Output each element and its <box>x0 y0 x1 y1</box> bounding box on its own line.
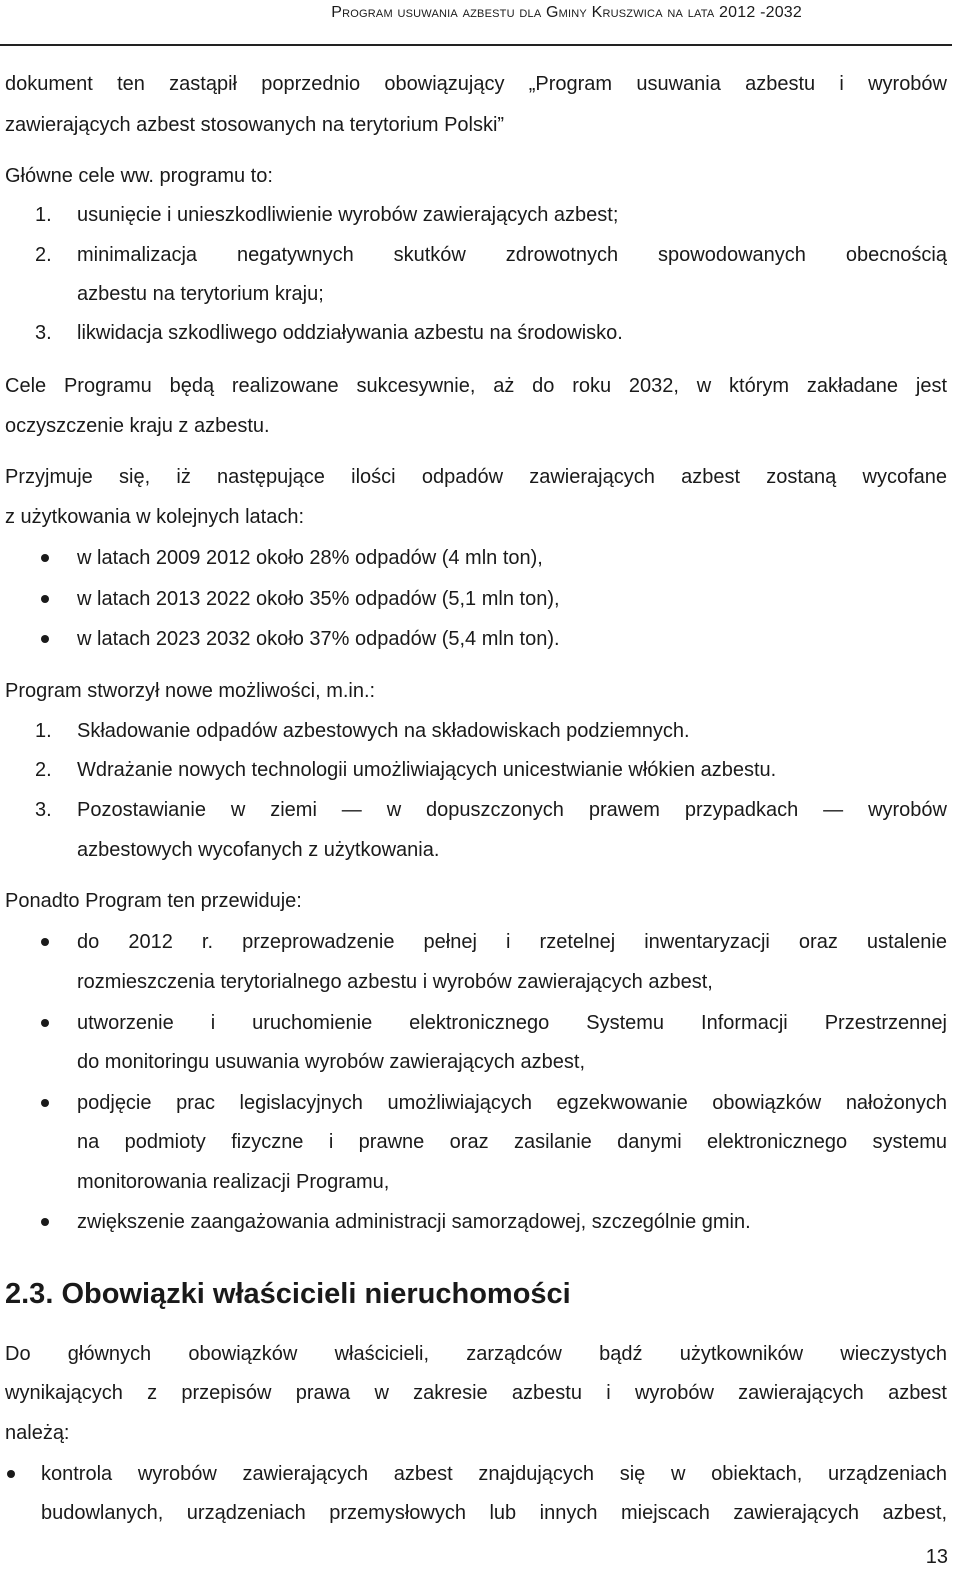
list-item-text: minimalizacja negatywnych skutków zdrowotnych spowodowanych obecnością <box>77 244 947 266</box>
section-line-2: wynikających z przepisów prawa w zakresie azbestu i wyrobów zawierających azbest <box>5 1382 947 1404</box>
possibilities-heading: Program stworzył nowe możliwości, m.in.: <box>5 680 376 702</box>
bullet-icon <box>41 1218 49 1226</box>
header-title: Program usuwania azbestu dla Gminy Kruszwica na lata 2012 -2032 <box>331 4 802 21</box>
bullet-icon <box>41 635 49 643</box>
cele-line-2: oczyszczenie kraju z azbestu. <box>5 415 270 437</box>
list-item-text: likwidacja szkodliwego oddziaływania azbestu na środowisko. <box>77 322 623 344</box>
intro-line-1: dokument ten zastąpił poprzednio obowiązujący „Program usuwania azbestu i wyrobów <box>5 73 947 95</box>
list-item-text: monitorowania realizacji Programu, <box>77 1171 390 1193</box>
list-item-text: podjęcie prac legislacyjnych umożliwiających egzekwowanie obowiązków nałożonych <box>77 1092 947 1114</box>
list-item-text: na podmioty fizyczne i prawne oraz zasilanie danymi elektronicznego systemu <box>77 1131 947 1153</box>
section-line-1: Do głównych obowiązków właścicieli, zarządców bądź użytkowników wieczystych <box>5 1343 947 1365</box>
list-item-text: w latach 2023 2032 około 37% odpadów (5,4 mln ton). <box>77 628 560 650</box>
list-number: 1. <box>35 204 52 226</box>
list-item-text: do monitoringu usuwania wyrobów zawierających azbest, <box>77 1051 586 1073</box>
section-number: 2.3. <box>5 1278 54 1310</box>
list-item-text: Składowanie odpadów azbestowych na składowiskach podziemnych. <box>77 720 690 742</box>
bullet-icon <box>7 1470 15 1478</box>
list-item-text: utworzenie i uruchomienie elektronicznego Systemu Informacji Przestrzennej <box>77 1012 947 1034</box>
intro-line-2: zawierających azbest stosowanych na terytorium Polski” <box>5 114 505 136</box>
cele-line-1: Cele Programu będą realizowane sukcesywnie, aż do roku 2032, w którym zakładane jest <box>5 375 947 397</box>
list-item-text: usunięcie i unieszkodliwienie wyrobów zawierających azbest; <box>77 204 619 226</box>
list-item-text: azbestowych wycofanych z użytkowania. <box>77 839 440 861</box>
bullet-icon <box>41 554 49 562</box>
list-number: 1. <box>35 720 52 742</box>
bullet-icon <box>41 1019 49 1027</box>
list-number: 3. <box>35 322 52 344</box>
bullet-icon <box>41 938 49 946</box>
provides-heading: Ponadto Program ten przewiduje: <box>5 890 302 912</box>
page-header <box>0 0 952 46</box>
list-item-text: kontrola wyrobów zawierających azbest znajdujących się w obiektach, urządzeniach <box>41 1463 947 1485</box>
section-title: Obowiązki właścicieli nieruchomości <box>61 1278 571 1310</box>
przyjmuje-line-1: Przyjmuje się, iż następujące ilości odpadów zawierających azbest zostaną wycofane <box>5 466 947 488</box>
goals-heading: Główne cele ww. programu to: <box>5 165 273 187</box>
list-number: 3. <box>35 799 52 821</box>
bullet-icon <box>41 595 49 603</box>
list-number: 2. <box>35 244 52 266</box>
list-item-text: w latach 2009 2012 około 28% odpadów (4 mln ton), <box>77 547 543 569</box>
przyjmuje-line-2: z użytkowania w kolejnych latach: <box>5 506 305 528</box>
bullet-icon <box>41 1099 49 1107</box>
list-item-text: w latach 2013 2022 około 35% odpadów (5,1 mln ton), <box>77 588 560 610</box>
list-item-text: do 2012 r. przeprowadzenie pełnej i rzetelnej inwentaryzacji oraz ustalenie <box>77 931 947 953</box>
list-item-text: zwiększenie zaangażowania administracji samorządowej, szczególnie gmin. <box>77 1211 751 1233</box>
list-item-text: azbestu na terytorium kraju; <box>77 283 324 305</box>
section-line-3: należą: <box>5 1422 70 1444</box>
page-number: 13 <box>925 1546 948 1568</box>
list-item-text: Pozostawianie w ziemi — w dopuszczonych prawem przypadkach — wyrobów <box>77 799 947 821</box>
list-item-text: rozmieszczenia terytorialnego azbestu i wyrobów zawierających azbest, <box>77 971 713 993</box>
list-item-text: budowlanych, urządzeniach przemysłowych lub innych miejscach zawierających azbest, <box>41 1502 947 1524</box>
list-item-text: Wdrażanie nowych technologii umożliwiających unicestwianie włókien azbestu. <box>77 759 777 781</box>
section-heading <box>5 1276 947 1312</box>
list-number: 2. <box>35 759 52 781</box>
